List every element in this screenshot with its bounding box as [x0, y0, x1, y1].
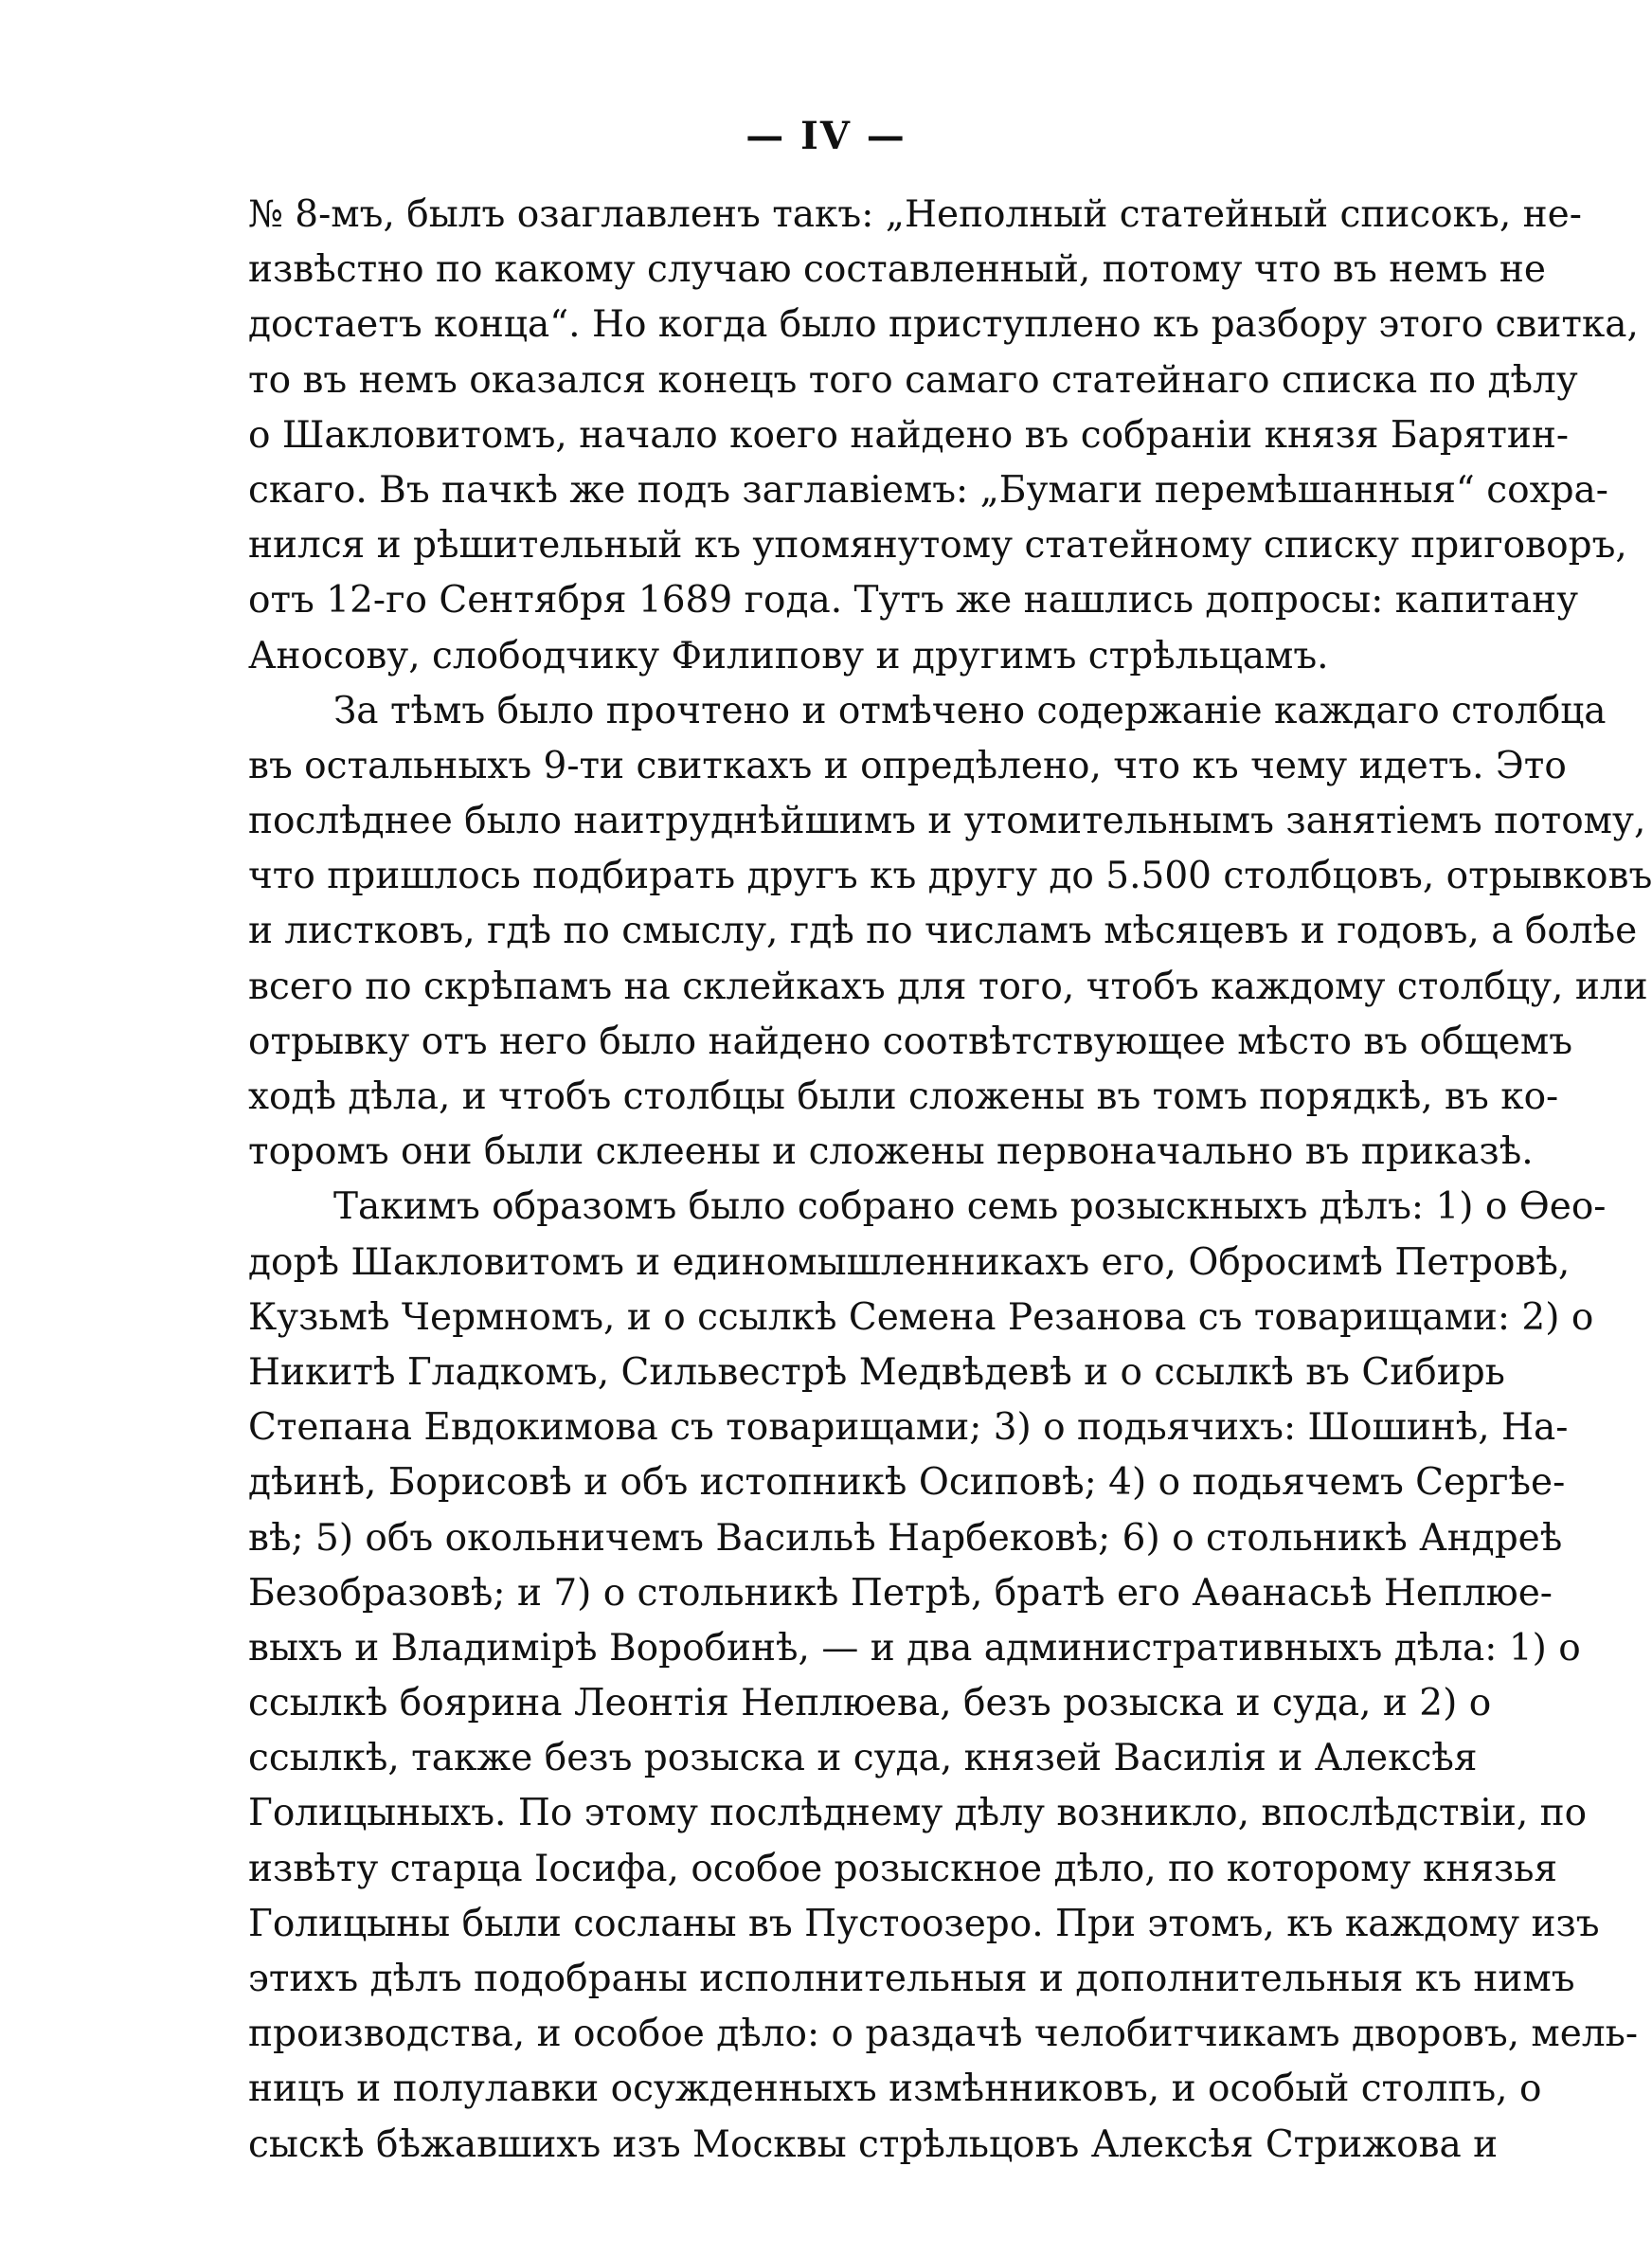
text-line: отрывку отъ него было найдено соотвѣтствующее мѣсто въ общемъ	[248, 1020, 1573, 1063]
text-line: Степана Евдокимова съ товарищами; 3) о подьячихъ: Шошинѣ, На-	[248, 1406, 1569, 1450]
text-line: извѣстно по какому случаю составленный, потому что въ немъ не	[248, 248, 1546, 292]
text-line: дѣинѣ, Борисовѣ и объ истопникѣ Осиповѣ; 4) о подьячемъ Сергѣе-	[248, 1461, 1566, 1505]
text-line: ссылкѣ боярина Леонтія Неплюева, безъ розыска и суда, и 2) о	[248, 1682, 1492, 1725]
text-line: отъ 12-го Сентября 1689 года. Тутъ же нашлись допросы: капитану	[248, 579, 1579, 623]
text-line: Аносову, слободчику Филипову и другимъ стрѣльцамъ.	[248, 634, 1329, 677]
page-number-header: — IV —	[745, 114, 907, 158]
text-line: ссылкѣ, также безъ розыска и суда, князей Василія и Алексѣя	[248, 1737, 1478, 1780]
text-line: ходѣ дѣла, и чтобъ столбцы были сложены въ томъ порядкѣ, въ ко-	[248, 1075, 1559, 1118]
text-line: Безобразовѣ; и 7) о стольникѣ Петрѣ, братѣ его Аѳанасьѣ Неплюе-	[248, 1571, 1553, 1615]
text-line: всего по скрѣпамъ на склейкахъ для того, чтобъ каждому столбцу, или	[248, 965, 1648, 1008]
text-line: нился и рѣшительный къ упомянутому статейному списку приговоръ,	[248, 524, 1627, 568]
text-line: достаетъ конца“. Но когда было приступлено къ разбору этого свитка,	[248, 303, 1639, 347]
text-line: выхъ и Владимірѣ Воробинѣ, — и два административныхъ дѣла: 1) о	[248, 1626, 1581, 1670]
text-line: сыскѣ бѣжавшихъ изъ Москвы стрѣльцовъ Алексѣя Стрижова и	[248, 2122, 1499, 2166]
text-line: что пришлось подбирать другъ къ другу до 5.500 столбцовъ, отрывковъ	[248, 855, 1652, 898]
text-line: Кузьмѣ Чермномъ, и о ссылкѣ Семена Резанова съ товарищами: 2) о	[248, 1295, 1594, 1339]
text-line: Голицыныхъ. По этому послѣднему дѣлу возникло, впослѣдствіи, по	[248, 1792, 1588, 1835]
text-line: Голицыны были сосланы въ Пустоозеро. При этомъ, къ каждому изъ	[248, 1902, 1600, 1945]
text-line: то въ немъ оказался конецъ того самаго статейнаго списка по дѣлу	[248, 358, 1578, 402]
text-line: № 8-мъ, былъ озаглавленъ такъ: „Неполный статейный списокъ, не-	[248, 193, 1582, 236]
text-line: производства, и особое дѣло: о раздачѣ челобитчикамъ дворовъ, мель-	[248, 2013, 1639, 2056]
text-line: За тѣмъ было прочтено и отмѣчено содержаніе каждаго столбца	[333, 689, 1607, 732]
text-line: въ остальныхъ 9-ти свиткахъ и опредѣлено, что къ чему идетъ. Это	[248, 744, 1567, 787]
text-line: Такимъ образомъ было собрано семь розыскныхъ дѣлъ: 1) о Ѳео-	[333, 1185, 1607, 1229]
text-line: и листковъ, гдѣ по смыслу, гдѣ по числамъ мѣсяцевъ и годовъ, а болѣе	[248, 910, 1638, 953]
text-line: дорѣ Шакловитомъ и единомышленникахъ его, Обросимѣ Петровѣ,	[248, 1240, 1571, 1284]
body-text	[248, 188, 1652, 2173]
text-line: скаго. Въ пачкѣ же подъ заглавіемъ: „Бумаги перемѣшанныя“ сохра-	[248, 468, 1608, 512]
text-line: этихъ дѣлъ подобраны исполнительныя и дополнительныя къ нимъ	[248, 1958, 1575, 2000]
text-line: Никитѣ Гладкомъ, Сильвестрѣ Медвѣдевѣ и о ссылкѣ въ Сибирь	[248, 1350, 1505, 1394]
text-line: о Шакловитомъ, начало коего найдено въ собраніи князя Барятин-	[248, 413, 1570, 457]
text-line: ницъ и полулавки осужденныхъ измѣнниковъ, и особый столпъ, о	[248, 2067, 1542, 2111]
text-line: торомъ они были склеены и сложены первоначально въ приказѣ.	[248, 1130, 1534, 1174]
text-line: послѣднее было наитруднѣйшимъ и утомительнымъ занятіемъ потому,	[248, 800, 1646, 843]
text-line: вѣ; 5) объ окольничемъ Васильѣ Нарбековѣ; 6) о стольникѣ Андреѣ	[248, 1516, 1563, 1560]
text-line: извѣту старца Іосифа, особое розыскное дѣло, по которому князья	[248, 1847, 1558, 1890]
